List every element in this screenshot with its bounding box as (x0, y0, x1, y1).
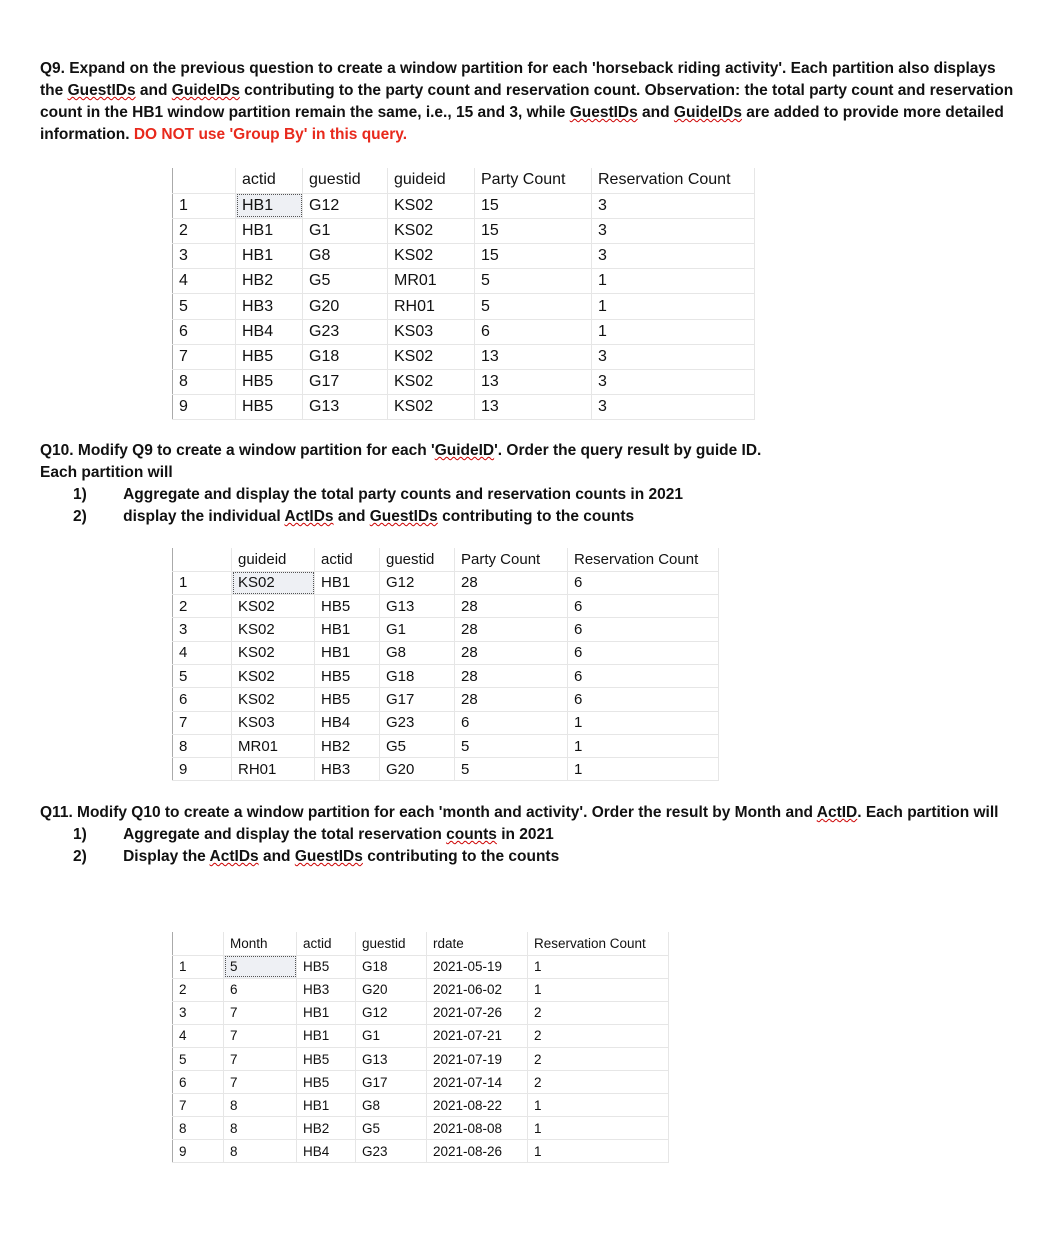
table-cell[interactable]: MR01 (232, 734, 315, 757)
table-row[interactable] (173, 1117, 669, 1140)
item-word: ActIDs (284, 508, 334, 525)
table-cell[interactable]: KS02 (232, 664, 315, 687)
q9-text: and (135, 82, 172, 99)
table-cell[interactable]: G23 (356, 1140, 427, 1163)
corner-cell[interactable] (173, 168, 236, 193)
table-row[interactable] (173, 1024, 669, 1047)
item-text: contributing to the counts (437, 508, 635, 525)
table-cell[interactable]: HB2 (297, 1117, 356, 1140)
row-number[interactable]: 3 (173, 618, 232, 641)
table-cell[interactable]: G8 (356, 1094, 427, 1117)
column-header[interactable]: guestid (380, 548, 455, 571)
table-cell[interactable]: 5 (475, 269, 592, 294)
table-row[interactable] (173, 244, 755, 269)
q9-text: are added to provide more detailed information. (40, 104, 1004, 143)
table-cell[interactable]: KS02 (232, 641, 315, 664)
row-number[interactable]: 9 (173, 395, 236, 420)
table-cell[interactable]: KS02 (232, 595, 315, 618)
table-cell[interactable]: HB5 (297, 955, 356, 978)
table-cell[interactable]: G18 (356, 955, 427, 978)
table-cell[interactable]: G8 (303, 244, 388, 269)
table-cell[interactable]: G18 (303, 344, 388, 369)
table-row[interactable] (173, 758, 719, 781)
results-grid-q11 (172, 932, 669, 1163)
table-cell[interactable]: G23 (380, 711, 455, 734)
table-row[interactable] (173, 294, 755, 319)
table-cell[interactable]: HB5 (236, 344, 303, 369)
corner-cell[interactable] (173, 548, 232, 571)
q10-word: GuideID (434, 442, 495, 459)
table-row[interactable] (173, 664, 719, 687)
row-number[interactable]: 1 (173, 571, 232, 594)
table-cell[interactable]: 6 (568, 664, 719, 687)
item-text: display the individual (123, 508, 285, 525)
q10-line2: Each partition will (40, 464, 173, 481)
column-header[interactable]: actid (236, 168, 303, 193)
table-cell[interactable]: G13 (380, 595, 455, 618)
row-number[interactable]: 2 (173, 595, 232, 618)
table-cell[interactable]: 28 (455, 571, 568, 594)
q10-text: Q10. Modify Q9 to create a window partition for each ' (40, 442, 435, 459)
q9-label: Q9. (40, 60, 65, 77)
item-number: 2) (73, 508, 87, 525)
table-cell[interactable]: G18 (380, 664, 455, 687)
table-cell[interactable]: 3 (592, 244, 755, 269)
table-cell[interactable]: 2021-08-26 (427, 1140, 528, 1163)
item-text: Display the (123, 848, 210, 865)
row-number[interactable]: 3 (173, 1001, 224, 1024)
row-number[interactable]: 6 (173, 688, 232, 711)
table-cell[interactable]: 28 (455, 641, 568, 664)
table-row[interactable] (173, 595, 719, 618)
table-row[interactable] (173, 978, 669, 1001)
question-9 (40, 58, 1020, 146)
row-number[interactable]: 9 (173, 1140, 224, 1163)
item-text: Aggregate and display the total reservation (123, 826, 447, 843)
table-cell[interactable]: 28 (455, 688, 568, 711)
table-cell[interactable]: KS02 (388, 344, 475, 369)
item-word: GuestIDs (294, 848, 363, 865)
header-row (173, 932, 669, 955)
row-number[interactable]: 6 (173, 319, 236, 344)
table-row[interactable] (173, 641, 719, 664)
item-number: 2) (73, 848, 87, 865)
column-header[interactable]: guestid (303, 168, 388, 193)
table-cell[interactable]: 2 (528, 1071, 669, 1094)
table-cell[interactable]: HB4 (315, 711, 380, 734)
table-cell[interactable]: HB2 (236, 269, 303, 294)
q11-item-1 (40, 824, 1020, 846)
table-cell[interactable]: HB1 (297, 1024, 356, 1047)
row-number[interactable]: 9 (173, 758, 232, 781)
table-row[interactable] (173, 955, 669, 978)
row-number[interactable]: 5 (173, 1047, 224, 1070)
table-cell[interactable]: 28 (455, 664, 568, 687)
table-cell[interactable]: G17 (303, 370, 388, 395)
table-row[interactable] (173, 1094, 669, 1117)
column-header[interactable]: guestid (356, 932, 427, 955)
table-row[interactable] (173, 1140, 669, 1163)
table-cell[interactable]: 7 (224, 1001, 297, 1024)
column-header[interactable]: rdate (427, 932, 528, 955)
header-row (173, 548, 719, 571)
q11-item-2 (40, 846, 1020, 868)
table-cell[interactable]: 2021-06-02 (427, 978, 528, 1001)
table-cell[interactable]: RH01 (388, 294, 475, 319)
column-header[interactable]: Party Count (475, 168, 592, 193)
table-cell[interactable]: 1 (592, 269, 755, 294)
table-cell[interactable]: 6 (455, 711, 568, 734)
table-cell[interactable]: 1 (528, 1140, 669, 1163)
table-cell[interactable]: KS02 (388, 370, 475, 395)
table-cell[interactable]: HB3 (315, 758, 380, 781)
table-cell[interactable]: HB1 (236, 218, 303, 243)
table-row[interactable] (173, 319, 755, 344)
table-cell[interactable]: 28 (455, 618, 568, 641)
table-cell[interactable]: 2021-07-19 (427, 1047, 528, 1070)
table-cell[interactable]: G1 (303, 218, 388, 243)
table-cell[interactable]: G20 (303, 294, 388, 319)
item-word: GuestIDs (369, 508, 438, 525)
table-cell[interactable]: HB2 (315, 734, 380, 757)
row-number[interactable]: 8 (173, 370, 236, 395)
table-cell[interactable]: 2021-08-08 (427, 1117, 528, 1140)
table-cell[interactable]: HB5 (315, 664, 380, 687)
table-cell[interactable]: G5 (356, 1117, 427, 1140)
row-number[interactable]: 1 (173, 193, 236, 218)
table-cell[interactable]: 1 (528, 955, 669, 978)
table-cell[interactable]: G23 (303, 319, 388, 344)
item-text: Aggregate and display the total party counts and reservation counts in 2021 (123, 486, 683, 503)
table-cell[interactable]: HB1 (236, 244, 303, 269)
table-row[interactable] (173, 571, 719, 594)
row-number[interactable]: 7 (173, 1094, 224, 1117)
table-row[interactable] (173, 711, 719, 734)
table-cell[interactable]: 2021-07-14 (427, 1071, 528, 1094)
q9-word: GuestIDs (67, 82, 136, 99)
row-number[interactable]: 7 (173, 344, 236, 369)
table-cell[interactable]: HB1 (297, 1094, 356, 1117)
table-cell[interactable]: KS02 (232, 571, 315, 594)
table-cell[interactable]: 6 (224, 978, 297, 1001)
table-cell[interactable]: 3 (592, 193, 755, 218)
row-number[interactable]: 8 (173, 734, 232, 757)
column-header[interactable]: Party Count (455, 548, 568, 571)
row-number[interactable]: 6 (173, 1071, 224, 1094)
table-row[interactable] (173, 395, 755, 420)
row-number[interactable]: 2 (173, 218, 236, 243)
row-number[interactable]: 3 (173, 244, 236, 269)
results-grid-q10 (172, 548, 719, 781)
table-row[interactable] (173, 1071, 669, 1094)
table-cell[interactable]: HB5 (236, 395, 303, 420)
table-cell[interactable]: 3 (592, 370, 755, 395)
table-cell[interactable]: 6 (475, 319, 592, 344)
table-cell[interactable]: 1 (568, 711, 719, 734)
table-cell[interactable]: 2 (528, 1001, 669, 1024)
column-header[interactable]: guideid (388, 168, 475, 193)
question-10 (40, 440, 1020, 528)
row-number[interactable]: 4 (173, 269, 236, 294)
table-cell[interactable]: G17 (380, 688, 455, 711)
column-header[interactable]: actid (315, 548, 380, 571)
row-number[interactable]: 4 (173, 1024, 224, 1047)
table-cell[interactable]: G20 (356, 978, 427, 1001)
table-cell[interactable]: HB5 (297, 1071, 356, 1094)
table-cell[interactable]: KS02 (388, 193, 475, 218)
item-text: and (333, 508, 370, 525)
table-cell[interactable]: 5 (475, 294, 592, 319)
table-cell[interactable]: 6 (568, 641, 719, 664)
table-cell[interactable]: HB4 (236, 319, 303, 344)
row-number[interactable]: 7 (173, 711, 232, 734)
column-header[interactable]: Reservation Count (592, 168, 755, 193)
table-cell[interactable]: 7 (224, 1071, 297, 1094)
table-row[interactable] (173, 193, 755, 218)
table-cell[interactable]: 6 (568, 618, 719, 641)
q9-text: contributing to the party count and reservation count. Observation: the total party count and reservation count in the HB1 window partition remain the same, i.e., 15 and 3, while (40, 82, 1014, 121)
table-cell[interactable]: KS02 (388, 244, 475, 269)
table-cell[interactable]: G5 (380, 734, 455, 757)
table-row[interactable] (173, 370, 755, 395)
table-cell[interactable]: 1 (528, 1117, 669, 1140)
table-cell[interactable]: KS02 (388, 395, 475, 420)
table-cell[interactable]: RH01 (232, 758, 315, 781)
header-row (173, 168, 755, 193)
corner-cell[interactable] (173, 932, 224, 955)
table-cell[interactable]: 2 (528, 1047, 669, 1070)
table-cell[interactable]: 2021-05-19 (427, 955, 528, 978)
table-cell[interactable]: 28 (455, 595, 568, 618)
table-row[interactable] (173, 269, 755, 294)
table-row[interactable] (173, 734, 719, 757)
table-cell[interactable]: 8 (224, 1117, 297, 1140)
q10-text: '. Order the query result by guide ID. (494, 442, 762, 459)
table-cell[interactable]: 2021-07-21 (427, 1024, 528, 1047)
q10-item-2 (40, 506, 1020, 528)
row-number[interactable]: 1 (173, 955, 224, 978)
row-number[interactable]: 2 (173, 978, 224, 1001)
table-cell[interactable]: 5 (455, 758, 568, 781)
column-header[interactable]: actid (297, 932, 356, 955)
q11-text: Q11. Modify Q10 to create a window partition for each 'month and activity'. Order the result by Month and (40, 804, 817, 821)
q11-text: . Each partition will (857, 804, 999, 821)
table-cell[interactable]: KS03 (232, 711, 315, 734)
table-cell[interactable]: 7 (224, 1047, 297, 1070)
table-cell[interactable]: HB5 (236, 370, 303, 395)
table-cell[interactable]: HB1 (297, 1001, 356, 1024)
table-cell[interactable]: KS02 (388, 218, 475, 243)
table-cell[interactable]: 5 (455, 734, 568, 757)
column-header[interactable]: Reservation Count (568, 548, 719, 571)
table-cell[interactable]: G1 (356, 1024, 427, 1047)
q9-word: GuestIDs (569, 104, 638, 121)
table-cell[interactable]: 15 (475, 193, 592, 218)
table-cell[interactable]: 3 (592, 395, 755, 420)
table-cell[interactable]: G13 (303, 395, 388, 420)
table-cell[interactable]: G8 (380, 641, 455, 664)
table-cell[interactable]: G5 (303, 269, 388, 294)
table-cell[interactable]: G12 (356, 1001, 427, 1024)
q9-text: Expand on the previous question to create a window partition for each 'horseback riding activity'. Each partition also displays the (40, 60, 996, 99)
column-header[interactable]: Month (224, 932, 297, 955)
table-cell[interactable]: HB1 (315, 571, 380, 594)
table-cell[interactable]: G1 (380, 618, 455, 641)
table-row[interactable] (173, 618, 719, 641)
item-text: and (258, 848, 295, 865)
table-cell[interactable]: 6 (568, 595, 719, 618)
table-cell[interactable]: HB1 (315, 618, 380, 641)
q10-item-1 (40, 484, 1020, 506)
table-row[interactable] (173, 1001, 669, 1024)
table-cell[interactable]: HB1 (315, 641, 380, 664)
table-cell[interactable]: 1 (568, 734, 719, 757)
table-cell[interactable]: HB3 (236, 294, 303, 319)
results-grid-q9 (172, 168, 755, 420)
question-11 (40, 802, 1020, 868)
item-number: 1) (73, 826, 87, 843)
table-cell[interactable]: 1 (592, 294, 755, 319)
row-number[interactable]: 4 (173, 641, 232, 664)
table-cell[interactable]: 7 (224, 1024, 297, 1047)
table-cell[interactable]: HB4 (297, 1140, 356, 1163)
table-cell[interactable]: HB5 (315, 595, 380, 618)
table-row[interactable] (173, 218, 755, 243)
table-cell[interactable]: 1 (568, 758, 719, 781)
q9-word: GuideIDs (171, 82, 240, 99)
item-text: contributing to the counts (362, 848, 560, 865)
item-word: counts (446, 826, 497, 843)
q11-word: ActID (816, 804, 858, 821)
q9-word: GuideIDs (673, 104, 742, 121)
table-cell[interactable]: 8 (224, 1140, 297, 1163)
table-row[interactable] (173, 1047, 669, 1070)
table-cell[interactable]: KS02 (232, 688, 315, 711)
item-number: 1) (73, 486, 87, 503)
table-cell[interactable]: KS03 (388, 319, 475, 344)
table-cell[interactable]: 8 (224, 1094, 297, 1117)
table-cell[interactable]: HB5 (297, 1047, 356, 1070)
table-cell[interactable]: 15 (475, 244, 592, 269)
table-cell[interactable]: G13 (356, 1047, 427, 1070)
table-cell[interactable]: 1 (528, 978, 669, 1001)
table-row[interactable] (173, 688, 719, 711)
table-cell[interactable]: 1 (592, 319, 755, 344)
table-cell[interactable]: 2021-07-26 (427, 1001, 528, 1024)
table-cell[interactable]: 6 (568, 571, 719, 594)
table-cell[interactable]: G12 (303, 193, 388, 218)
table-cell[interactable]: G20 (380, 758, 455, 781)
row-number[interactable]: 5 (173, 294, 236, 319)
table-cell[interactable]: 13 (475, 395, 592, 420)
table-cell[interactable]: 15 (475, 218, 592, 243)
column-header[interactable]: guideid (232, 548, 315, 571)
table-cell[interactable]: HB1 (236, 193, 303, 218)
item-word: ActIDs (209, 848, 259, 865)
q9-text: and (637, 104, 674, 121)
table-cell[interactable]: 2 (528, 1024, 669, 1047)
table-cell[interactable]: 1 (528, 1094, 669, 1117)
table-cell[interactable]: KS02 (232, 618, 315, 641)
q9-warning: DO NOT use 'Group By' in this query. (133, 126, 408, 143)
table-cell[interactable]: 3 (592, 218, 755, 243)
table-cell[interactable]: G17 (356, 1071, 427, 1094)
table-cell[interactable]: 2021-08-22 (427, 1094, 528, 1117)
table-cell[interactable]: HB3 (297, 978, 356, 1001)
table-cell[interactable]: G12 (380, 571, 455, 594)
column-header[interactable]: Reservation Count (528, 932, 669, 955)
table-cell[interactable]: 3 (592, 344, 755, 369)
table-cell[interactable]: 13 (475, 344, 592, 369)
table-cell[interactable]: MR01 (388, 269, 475, 294)
table-cell[interactable]: 5 (224, 955, 297, 978)
row-number[interactable]: 8 (173, 1117, 224, 1140)
row-number[interactable]: 5 (173, 664, 232, 687)
table-cell[interactable]: 6 (568, 688, 719, 711)
item-text: in 2021 (496, 826, 554, 843)
table-cell[interactable]: 13 (475, 370, 592, 395)
table-row[interactable] (173, 344, 755, 369)
table-cell[interactable]: HB5 (315, 688, 380, 711)
